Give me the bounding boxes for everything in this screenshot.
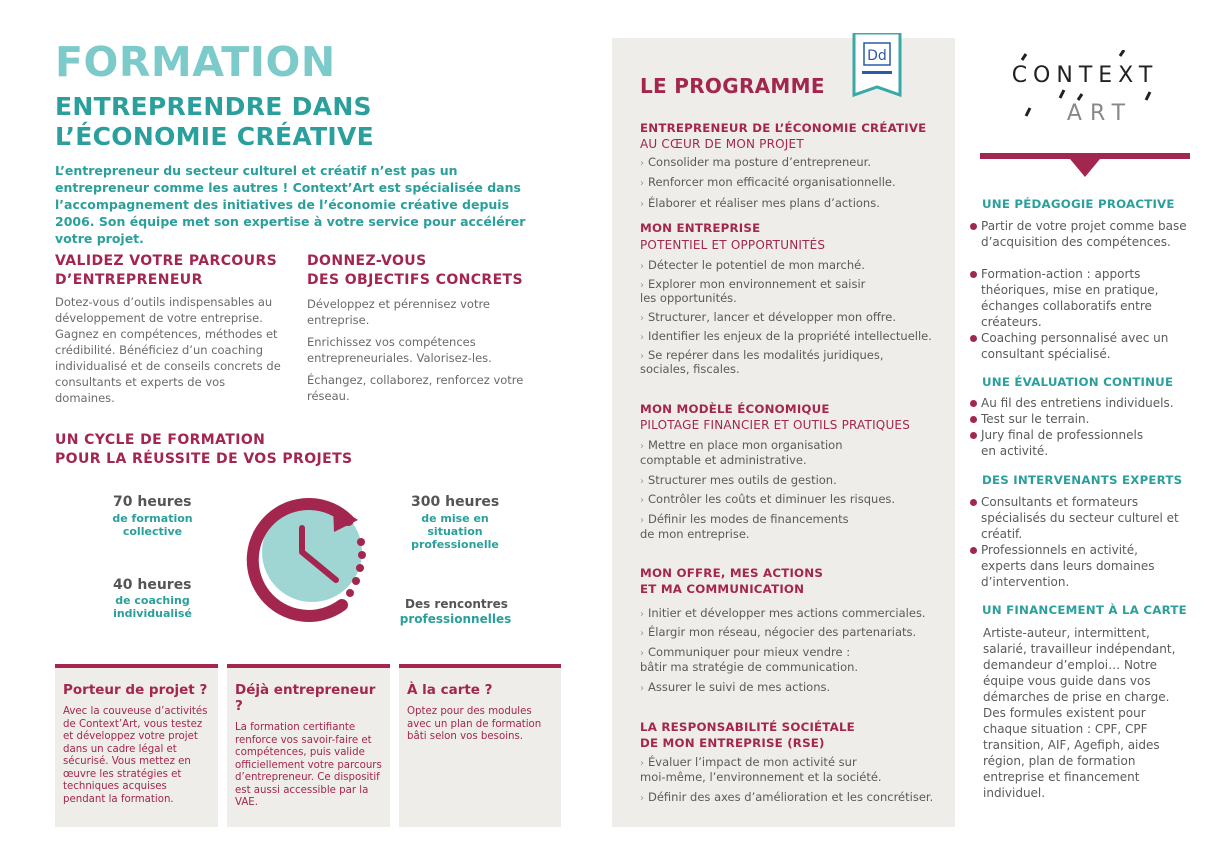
- cycle-heading-line-2: POUR LA RÉUSSITE DE VOS PROJETS: [55, 451, 353, 467]
- bullet-dot-icon: [970, 223, 977, 230]
- clock-cycle-icon: [230, 490, 390, 635]
- datadock-badge-icon: [852, 33, 902, 101]
- logo-bottom-text: ART: [1066, 101, 1134, 126]
- card-text: Optez pour des modules avec un plan de formation bâti selon vos besoins.: [407, 706, 542, 742]
- subtitle-line-1: ENTREPRENDRE DANS: [55, 92, 372, 121]
- programme-section-1-heading: ENTREPRENEUR DE L’ÉCONOMIE CRÉATIVE: [640, 121, 927, 135]
- heading-line: ET MA COMMUNICATION: [640, 582, 805, 596]
- bullet-dot-icon: [970, 271, 977, 278]
- card-text: Avec la couveuse d’activités de Context’Art, vous testez et développez votre projet dans un cadre légal et sécurisé. Vous mettez en œuvre les stratégies et techniques acquises pendant la formation.: [63, 706, 208, 805]
- programme-item: › Assurer le suivi de mes actions.: [640, 680, 831, 694]
- context-art-logo: [1000, 50, 1170, 130]
- chevron-right-icon: ›: [640, 648, 644, 659]
- chevron-right-icon: ›: [640, 158, 644, 169]
- pedagogie-item: Coaching personnalisé avec un consultant spécialisé.: [970, 330, 1195, 362]
- bullet-dot-icon: [970, 400, 977, 407]
- programme-item-continued: de mon entreprise.: [640, 527, 750, 541]
- programme-item: › Structurer, lancer et développer mon offre.: [640, 310, 896, 324]
- chevron-right-icon: ›: [640, 609, 644, 620]
- heading-line: MON OFFRE, MES ACTIONS: [640, 566, 824, 580]
- chevron-right-icon: ›: [640, 178, 644, 189]
- programme-section-3-subheading: PILOTAGE FINANCIER ET OUTILS PRATIQUES: [640, 418, 911, 432]
- donnez-text: [307, 296, 532, 410]
- programme-item: › Évaluer l’impact de mon activité sur: [640, 755, 857, 769]
- donnez-paragraph: Enrichissez vos compétences entrepreneuriales. Valorisez-les.: [307, 335, 492, 365]
- chevron-right-icon: ›: [640, 683, 644, 694]
- programme-item: › Élargir mon réseau, négocier des partenariats.: [640, 625, 917, 639]
- programme-item: › Détecter le potentiel de mon marché.: [640, 258, 865, 272]
- stat-300-label: [400, 512, 510, 551]
- heading-line: DE MON ENTREPRISE (RSE): [640, 736, 825, 750]
- card-porteur-de-projet: [55, 664, 218, 827]
- heading-line: LA RESPONSABILITÉ SOCIÉTALE: [640, 720, 855, 734]
- donnez-paragraph: Échangez, collaborez, renforcez votre réseau.: [307, 373, 524, 403]
- stat-rencontres: Des rencontres: [405, 597, 508, 611]
- programme-item-continued: comptable et administrative.: [640, 453, 807, 467]
- programme-item: › Mettre en place mon organisation: [640, 438, 843, 452]
- page-subtitle: [55, 92, 374, 152]
- intro-paragraph: L’entrepreneur du secteur culturel et créatif n’est pas un entrepreneur comme les autres ! Context’Art est spécialisée dans l’accompagnement des initiatives de l’économie créative depuis 2006. Son équipe met son expertise à votre service pour accélérer votre projet.: [55, 163, 526, 246]
- stat-label-line: professionelle: [411, 538, 499, 551]
- cycle-heading-line-1: UN CYCLE DE FORMATION: [55, 432, 266, 448]
- pedagogie-item: Formation-action : apports théoriques, mise en pratique, échanges collaboratifs entre créateurs.: [970, 266, 1195, 330]
- bullet-dot-icon: [970, 335, 977, 342]
- card-title: Porteur de projet ?: [63, 682, 208, 698]
- programme-item: › Structurer mes outils de gestion.: [640, 473, 837, 487]
- stat-label-line: de formation: [112, 512, 193, 525]
- chevron-right-icon: ›: [640, 313, 644, 324]
- stat-40-label: [100, 594, 205, 620]
- chevron-right-icon: ›: [640, 495, 644, 506]
- programme-item: › Définir des axes d’amélioration et les concrétiser.: [640, 790, 934, 804]
- evaluation-item: Test sur le terrain.: [970, 411, 1195, 427]
- donnez-heading-line-2: DES OBJECTIFS CONCRETS: [307, 272, 523, 288]
- pedagogie-item: Partir de votre projet comme base d’acquisition des compétences.: [970, 218, 1195, 250]
- stat-rencontres-label: professionnelles: [399, 612, 512, 626]
- chevron-right-icon: ›: [640, 476, 644, 487]
- stat-label-line: de mise en: [421, 512, 489, 525]
- card-title: Déjà entrepreneur ?: [235, 682, 376, 714]
- financement-heading: UN FINANCEMENT À LA CARTE: [982, 603, 1187, 617]
- programme-item: › Renforcer mon efficacité organisationnelle.: [640, 175, 896, 189]
- ribbon-banner: [980, 153, 1190, 179]
- chevron-right-icon: ›: [640, 758, 644, 769]
- logo-top-text: CONTEXT: [1011, 63, 1159, 88]
- chevron-right-icon: ›: [640, 280, 644, 291]
- pedagogie-heading: UNE PÉDAGOGIE PROACTIVE: [982, 197, 1175, 211]
- evaluation-item: Jury final de professionnels en activité.: [970, 427, 1160, 459]
- programme-item: › Consolider ma posture d’entrepreneur.: [640, 155, 871, 169]
- chevron-right-icon: ›: [640, 261, 644, 272]
- chevron-right-icon: ›: [640, 628, 644, 639]
- programme-item-continued: bâtir ma stratégie de communication.: [640, 660, 859, 674]
- programme-item: › Élaborer et réaliser mes plans d’actions.: [640, 196, 880, 210]
- programme-item: › Identifier les enjeux de la propriété intellectuelle.: [640, 329, 932, 343]
- card-title: À la carte ?: [407, 682, 493, 698]
- programme-item: › Se repérer dans les modalités juridiques,: [640, 348, 884, 362]
- programme-item: › Explorer mon environnement et saisir: [640, 277, 866, 291]
- stat-label-line: situation: [427, 525, 483, 538]
- donnez-paragraph: Développez et pérennisez votre entreprise.: [307, 297, 491, 327]
- card-deja-entrepreneur: [227, 664, 390, 827]
- programme-item-continued: sociales, fiscales.: [640, 362, 740, 376]
- intervenants-heading: DES INTERVENANTS EXPERTS: [982, 473, 1183, 487]
- validez-heading: [55, 252, 295, 290]
- chevron-right-icon: ›: [640, 351, 644, 362]
- programme-item: › Communiquer pour mieux vendre :: [640, 645, 851, 659]
- page-title: FORMATION: [55, 38, 336, 86]
- programme-section-2-heading: MON ENTREPRISE: [640, 221, 761, 235]
- programme-section-5-heading: [640, 719, 855, 751]
- programme-item: › Contrôler les coûts et diminuer les risques.: [640, 492, 896, 506]
- intervenants-item: Professionnels en activité, experts dans leurs domaines d’intervention.: [970, 542, 1170, 590]
- programme-title: LE PROGRAMME: [640, 74, 825, 98]
- validez-text: Dotez-vous d’outils indispensables au développement de votre entreprise. Gagnez en compétences, méthodes et crédibilité. Bénéficiez d’un coaching individualisé et de conseils concrets de consultants et experts de vos domaines.: [55, 295, 281, 405]
- programme-item-continued: moi-même, l’environnement et la société.: [640, 770, 882, 784]
- stat-70-hours: 70 heures: [113, 494, 192, 510]
- bullet-dot-icon: [970, 499, 977, 506]
- validez-heading-line-1: VALIDEZ VOTRE PARCOURS: [55, 253, 278, 269]
- intervenants-item: Consultants et formateurs spécialisés du secteur culturel et créatif.: [970, 494, 1185, 542]
- bullet-dot-icon: [970, 432, 977, 439]
- bullet-dot-icon: [970, 547, 977, 554]
- chevron-right-icon: ›: [640, 441, 644, 452]
- evaluation-item: Au fil des entretiens individuels.: [970, 395, 1195, 411]
- programme-section-2-subheading: POTENTIEL ET OPPORTUNITÉS: [640, 238, 826, 252]
- cycle-heading: [55, 431, 395, 469]
- stat-40-hours: 40 heures: [113, 577, 192, 593]
- stat-label-line: de coaching: [115, 594, 190, 607]
- card-a-la-carte: [399, 664, 561, 827]
- card-text: La formation certifiante renforce vos savoir-faire et compétences, puis valide officiellement votre parcours d’entrepreneur. Ce dispositif est aussi accessible par la VAE.: [235, 722, 382, 808]
- financement-text: Artiste-auteur, intermittent, salarié, travailleur indépendant, demandeur d’emploi… Notre équipe vous guide dans vos démarches de prise en charge. Des formules existent pour chaque situation : CPF, CPF transition, AIF, Agefiph, aides région, plan de formation entreprise et financement individuel.: [983, 626, 1176, 800]
- badge-text: Dd: [867, 48, 887, 64]
- donnez-heading: [307, 252, 547, 290]
- chevron-right-icon: ›: [640, 199, 644, 210]
- programme-item: › Définir les modes de financements: [640, 512, 849, 526]
- validez-heading-line-2: D’ENTREPRENEUR: [55, 272, 203, 288]
- subtitle-line-2: L’ÉCONOMIE CRÉATIVE: [55, 122, 375, 151]
- programme-item: › Initier et développer mes actions commerciales.: [640, 606, 926, 620]
- stat-label-line: collective: [122, 525, 183, 538]
- stat-label-line: individualisé: [113, 607, 192, 620]
- programme-section-1-subheading: AU CŒUR DE MON PROJET: [640, 137, 804, 151]
- chevron-right-icon: ›: [640, 515, 644, 526]
- programme-section-3-heading: MON MODÈLE ÉCONOMIQUE: [640, 402, 830, 416]
- programme-section-4-heading: [640, 565, 823, 597]
- chevron-right-icon: ›: [640, 793, 644, 804]
- donnez-heading-line-1: DONNEZ-VOUS: [307, 253, 427, 269]
- chevron-right-icon: ›: [640, 332, 644, 343]
- bullet-dot-icon: [970, 416, 977, 423]
- stat-70-label: [100, 512, 205, 538]
- programme-item-continued: les opportunités.: [640, 291, 737, 305]
- stat-300-hours: 300 heures: [411, 494, 500, 510]
- evaluation-heading: UNE ÉVALUATION CONTINUE: [982, 375, 1174, 389]
